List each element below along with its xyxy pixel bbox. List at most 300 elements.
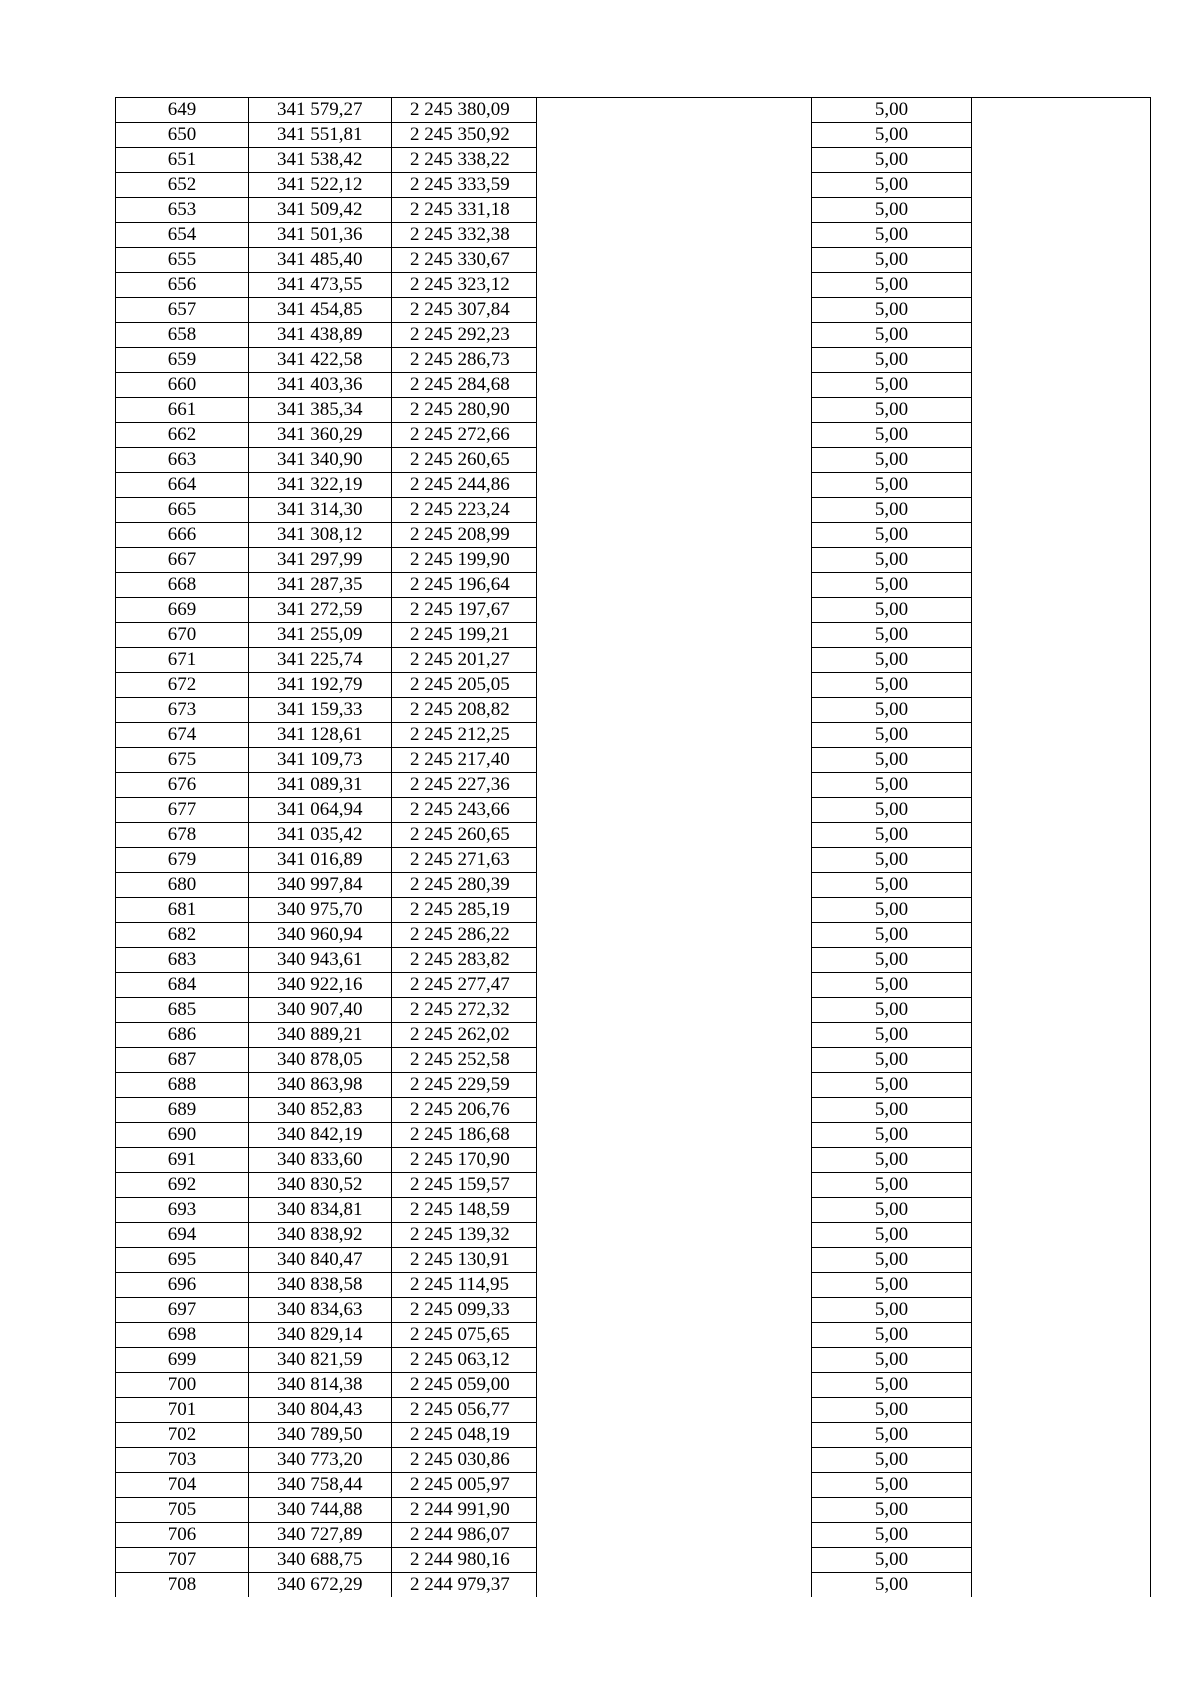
table-row [116, 1573, 1151, 1598]
table-row [116, 1198, 1151, 1223]
point-number-cell: 697 [116, 1298, 249, 1323]
empty-cell [972, 1273, 1151, 1298]
distance-cell: 5,00 [812, 398, 972, 423]
x-coordinate-cell: 341 322,19 [249, 473, 392, 498]
empty-cell [972, 1073, 1151, 1098]
table-row [116, 948, 1151, 973]
empty-cell [537, 1448, 812, 1473]
empty-cell [537, 273, 812, 298]
table-row [116, 423, 1151, 448]
y-coordinate-cell: 2 245 338,22 [392, 148, 537, 173]
distance-cell: 5,00 [812, 298, 972, 323]
empty-cell [537, 848, 812, 873]
empty-cell [537, 1198, 812, 1223]
empty-cell [537, 1373, 812, 1398]
distance-cell: 5,00 [812, 1148, 972, 1173]
empty-cell [972, 148, 1151, 173]
table-row [116, 1073, 1151, 1098]
point-number-cell: 649 [116, 98, 249, 123]
x-coordinate-cell: 340 842,19 [249, 1123, 392, 1148]
empty-cell [537, 1473, 812, 1498]
table-row [116, 1473, 1151, 1498]
distance-cell: 5,00 [812, 1198, 972, 1223]
empty-cell [972, 623, 1151, 648]
y-coordinate-cell: 2 245 005,97 [392, 1473, 537, 1498]
empty-cell [972, 1198, 1151, 1223]
point-number-cell: 671 [116, 648, 249, 673]
y-coordinate-cell: 2 245 332,38 [392, 223, 537, 248]
coordinates-table [115, 97, 1151, 1597]
empty-cell [972, 273, 1151, 298]
empty-cell [537, 573, 812, 598]
y-coordinate-cell: 2 245 199,90 [392, 548, 537, 573]
y-coordinate-cell: 2 245 205,05 [392, 673, 537, 698]
x-coordinate-cell: 341 403,36 [249, 373, 392, 398]
x-coordinate-cell: 340 840,47 [249, 1248, 392, 1273]
table-row [116, 873, 1151, 898]
table-row [116, 798, 1151, 823]
x-coordinate-cell: 341 192,79 [249, 673, 392, 698]
x-coordinate-cell: 341 385,34 [249, 398, 392, 423]
empty-cell [972, 523, 1151, 548]
y-coordinate-cell: 2 245 331,18 [392, 198, 537, 223]
distance-cell: 5,00 [812, 1473, 972, 1498]
point-number-cell: 652 [116, 173, 249, 198]
x-coordinate-cell: 340 829,14 [249, 1323, 392, 1348]
table-row [116, 1373, 1151, 1398]
distance-cell: 5,00 [812, 573, 972, 598]
table-row [116, 923, 1151, 948]
point-number-cell: 683 [116, 948, 249, 973]
distance-cell: 5,00 [812, 623, 972, 648]
x-coordinate-cell: 341 255,09 [249, 623, 392, 648]
empty-cell [972, 198, 1151, 223]
point-number-cell: 678 [116, 823, 249, 848]
y-coordinate-cell: 2 245 333,59 [392, 173, 537, 198]
point-number-cell: 700 [116, 1373, 249, 1398]
x-coordinate-cell: 341 064,94 [249, 798, 392, 823]
point-number-cell: 687 [116, 1048, 249, 1073]
distance-cell: 5,00 [812, 1123, 972, 1148]
empty-cell [972, 1298, 1151, 1323]
distance-cell: 5,00 [812, 1048, 972, 1073]
empty-cell [537, 673, 812, 698]
y-coordinate-cell: 2 245 285,19 [392, 898, 537, 923]
x-coordinate-cell: 340 789,50 [249, 1423, 392, 1448]
point-number-cell: 696 [116, 1273, 249, 1298]
y-coordinate-cell: 2 245 056,77 [392, 1398, 537, 1423]
distance-cell: 5,00 [812, 723, 972, 748]
table-row [116, 473, 1151, 498]
table-row [116, 1148, 1151, 1173]
distance-cell: 5,00 [812, 848, 972, 873]
y-coordinate-cell: 2 245 272,32 [392, 998, 537, 1023]
empty-cell [972, 1173, 1151, 1198]
y-coordinate-cell: 2 245 260,65 [392, 823, 537, 848]
y-coordinate-cell: 2 245 130,91 [392, 1248, 537, 1273]
distance-cell: 5,00 [812, 273, 972, 298]
point-number-cell: 674 [116, 723, 249, 748]
empty-cell [537, 98, 812, 123]
table-row [116, 148, 1151, 173]
empty-cell [972, 1573, 1151, 1598]
point-number-cell: 665 [116, 498, 249, 523]
empty-cell [972, 498, 1151, 523]
distance-cell: 5,00 [812, 1223, 972, 1248]
x-coordinate-cell: 340 833,60 [249, 1148, 392, 1173]
x-coordinate-cell: 340 758,44 [249, 1473, 392, 1498]
distance-cell: 5,00 [812, 648, 972, 673]
empty-cell [972, 373, 1151, 398]
y-coordinate-cell: 2 245 139,32 [392, 1223, 537, 1248]
distance-cell: 5,00 [812, 673, 972, 698]
empty-cell [537, 1273, 812, 1298]
y-coordinate-cell: 2 245 277,47 [392, 973, 537, 998]
table-row [116, 298, 1151, 323]
y-coordinate-cell: 2 245 227,36 [392, 773, 537, 798]
y-coordinate-cell: 2 245 262,02 [392, 1023, 537, 1048]
distance-cell: 5,00 [812, 1548, 972, 1573]
point-number-cell: 658 [116, 323, 249, 348]
distance-cell: 5,00 [812, 798, 972, 823]
empty-cell [537, 323, 812, 348]
y-coordinate-cell: 2 245 196,64 [392, 573, 537, 598]
table-row [116, 1248, 1151, 1273]
x-coordinate-cell: 341 035,42 [249, 823, 392, 848]
point-number-cell: 679 [116, 848, 249, 873]
table-row [116, 1348, 1151, 1373]
empty-cell [972, 898, 1151, 923]
x-coordinate-cell: 340 830,52 [249, 1173, 392, 1198]
point-number-cell: 677 [116, 798, 249, 823]
distance-cell: 5,00 [812, 423, 972, 448]
distance-cell: 5,00 [812, 823, 972, 848]
y-coordinate-cell: 2 245 229,59 [392, 1073, 537, 1098]
empty-cell [972, 873, 1151, 898]
x-coordinate-cell: 340 688,75 [249, 1548, 392, 1573]
empty-cell [972, 1148, 1151, 1173]
distance-cell: 5,00 [812, 373, 972, 398]
empty-cell [537, 223, 812, 248]
table-row [116, 723, 1151, 748]
y-coordinate-cell: 2 245 260,65 [392, 448, 537, 473]
empty-cell [537, 1398, 812, 1423]
y-coordinate-cell: 2 245 292,23 [392, 323, 537, 348]
empty-cell [972, 1548, 1151, 1573]
empty-cell [972, 123, 1151, 148]
table-row [116, 248, 1151, 273]
empty-cell [972, 1498, 1151, 1523]
point-number-cell: 688 [116, 1073, 249, 1098]
x-coordinate-cell: 341 225,74 [249, 648, 392, 673]
x-coordinate-cell: 340 975,70 [249, 898, 392, 923]
empty-cell [537, 298, 812, 323]
empty-cell [972, 698, 1151, 723]
y-coordinate-cell: 2 245 206,76 [392, 1098, 537, 1123]
point-number-cell: 689 [116, 1098, 249, 1123]
distance-cell: 5,00 [812, 198, 972, 223]
point-number-cell: 653 [116, 198, 249, 223]
x-coordinate-cell: 341 109,73 [249, 748, 392, 773]
x-coordinate-cell: 341 538,42 [249, 148, 392, 173]
empty-cell [537, 898, 812, 923]
empty-cell [537, 348, 812, 373]
x-coordinate-cell: 340 744,88 [249, 1498, 392, 1523]
empty-cell [537, 873, 812, 898]
empty-cell [972, 1398, 1151, 1423]
empty-cell [537, 1298, 812, 1323]
point-number-cell: 656 [116, 273, 249, 298]
empty-cell [972, 398, 1151, 423]
empty-cell [537, 998, 812, 1023]
point-number-cell: 695 [116, 1248, 249, 1273]
distance-cell: 5,00 [812, 1373, 972, 1398]
empty-cell [537, 1498, 812, 1523]
x-coordinate-cell: 340 727,89 [249, 1523, 392, 1548]
empty-cell [537, 1173, 812, 1198]
x-coordinate-cell: 340 907,40 [249, 998, 392, 1023]
point-number-cell: 669 [116, 598, 249, 623]
empty-cell [537, 198, 812, 223]
table-row [116, 1273, 1151, 1298]
x-coordinate-cell: 340 878,05 [249, 1048, 392, 1073]
distance-cell: 5,00 [812, 348, 972, 373]
empty-cell [972, 1373, 1151, 1398]
point-number-cell: 654 [116, 223, 249, 248]
point-number-cell: 672 [116, 673, 249, 698]
x-coordinate-cell: 341 509,42 [249, 198, 392, 223]
empty-cell [972, 1048, 1151, 1073]
y-coordinate-cell: 2 245 307,84 [392, 298, 537, 323]
empty-cell [537, 798, 812, 823]
empty-cell [537, 148, 812, 173]
y-coordinate-cell: 2 245 208,82 [392, 698, 537, 723]
empty-cell [972, 1423, 1151, 1448]
empty-cell [972, 1023, 1151, 1048]
empty-cell [537, 1098, 812, 1123]
empty-cell [972, 173, 1151, 198]
y-coordinate-cell: 2 245 271,63 [392, 848, 537, 873]
table-row [116, 848, 1151, 873]
x-coordinate-cell: 340 922,16 [249, 973, 392, 998]
y-coordinate-cell: 2 245 243,66 [392, 798, 537, 823]
x-coordinate-cell: 340 672,29 [249, 1573, 392, 1598]
x-coordinate-cell: 340 852,83 [249, 1098, 392, 1123]
point-number-cell: 657 [116, 298, 249, 323]
y-coordinate-cell: 2 245 217,40 [392, 748, 537, 773]
table-row [116, 223, 1151, 248]
table-row [116, 773, 1151, 798]
empty-cell [537, 1348, 812, 1373]
point-number-cell: 685 [116, 998, 249, 1023]
table-row [116, 98, 1151, 123]
table-row [116, 1098, 1151, 1123]
empty-cell [537, 523, 812, 548]
table-row [116, 448, 1151, 473]
table-row [116, 273, 1151, 298]
empty-cell [972, 248, 1151, 273]
point-number-cell: 690 [116, 1123, 249, 1148]
y-coordinate-cell: 2 245 186,68 [392, 1123, 537, 1148]
y-coordinate-cell: 2 245 059,00 [392, 1373, 537, 1398]
y-coordinate-cell: 2 245 201,27 [392, 648, 537, 673]
distance-cell: 5,00 [812, 173, 972, 198]
table-row [116, 1048, 1151, 1073]
x-coordinate-cell: 340 821,59 [249, 1348, 392, 1373]
empty-cell [972, 823, 1151, 848]
empty-cell [537, 1573, 812, 1598]
distance-cell: 5,00 [812, 698, 972, 723]
distance-cell: 5,00 [812, 948, 972, 973]
empty-cell [972, 1323, 1151, 1348]
distance-cell: 5,00 [812, 1298, 972, 1323]
empty-cell [972, 1348, 1151, 1373]
empty-cell [972, 998, 1151, 1023]
empty-cell [972, 648, 1151, 673]
point-number-cell: 701 [116, 1398, 249, 1423]
empty-cell [972, 598, 1151, 623]
distance-cell: 5,00 [812, 323, 972, 348]
y-coordinate-cell: 2 245 148,59 [392, 1198, 537, 1223]
y-coordinate-cell: 2 245 350,92 [392, 123, 537, 148]
y-coordinate-cell: 2 245 075,65 [392, 1323, 537, 1348]
point-number-cell: 694 [116, 1223, 249, 1248]
y-coordinate-cell: 2 245 330,67 [392, 248, 537, 273]
y-coordinate-cell: 2 245 323,12 [392, 273, 537, 298]
x-coordinate-cell: 341 485,40 [249, 248, 392, 273]
empty-cell [972, 1098, 1151, 1123]
table-row [116, 1023, 1151, 1048]
y-coordinate-cell: 2 244 980,16 [392, 1548, 537, 1573]
empty-cell [972, 473, 1151, 498]
empty-cell [972, 348, 1151, 373]
x-coordinate-cell: 341 551,81 [249, 123, 392, 148]
empty-cell [972, 973, 1151, 998]
distance-cell: 5,00 [812, 223, 972, 248]
table-row [116, 698, 1151, 723]
empty-cell [537, 373, 812, 398]
x-coordinate-cell: 340 834,81 [249, 1198, 392, 1223]
distance-cell: 5,00 [812, 1398, 972, 1423]
empty-cell [972, 573, 1151, 598]
empty-cell [537, 1423, 812, 1448]
table-row [116, 1323, 1151, 1348]
table-row [116, 1298, 1151, 1323]
x-coordinate-cell: 341 340,90 [249, 448, 392, 473]
empty-cell [537, 623, 812, 648]
distance-cell: 5,00 [812, 1523, 972, 1548]
empty-cell [537, 748, 812, 773]
table-row [116, 573, 1151, 598]
empty-cell [537, 473, 812, 498]
empty-cell [972, 323, 1151, 348]
point-number-cell: 707 [116, 1548, 249, 1573]
empty-cell [972, 1223, 1151, 1248]
y-coordinate-cell: 2 245 208,99 [392, 523, 537, 548]
point-number-cell: 680 [116, 873, 249, 898]
empty-cell [537, 1048, 812, 1073]
distance-cell: 5,00 [812, 1323, 972, 1348]
point-number-cell: 699 [116, 1348, 249, 1373]
distance-cell: 5,00 [812, 448, 972, 473]
point-number-cell: 661 [116, 398, 249, 423]
x-coordinate-cell: 340 814,38 [249, 1373, 392, 1398]
empty-cell [972, 1473, 1151, 1498]
distance-cell: 5,00 [812, 1173, 972, 1198]
table-row [116, 398, 1151, 423]
empty-cell [537, 448, 812, 473]
distance-cell: 5,00 [812, 148, 972, 173]
distance-cell: 5,00 [812, 998, 972, 1023]
empty-cell [972, 548, 1151, 573]
table-row [116, 898, 1151, 923]
empty-cell [537, 1023, 812, 1048]
point-number-cell: 703 [116, 1448, 249, 1473]
empty-cell [537, 498, 812, 523]
x-coordinate-cell: 341 128,61 [249, 723, 392, 748]
empty-cell [537, 1323, 812, 1348]
empty-cell [537, 1123, 812, 1148]
distance-cell: 5,00 [812, 748, 972, 773]
empty-cell [972, 1523, 1151, 1548]
table-row [116, 1523, 1151, 1548]
x-coordinate-cell: 340 889,21 [249, 1023, 392, 1048]
y-coordinate-cell: 2 245 063,12 [392, 1348, 537, 1373]
x-coordinate-cell: 341 422,58 [249, 348, 392, 373]
point-number-cell: 651 [116, 148, 249, 173]
y-coordinate-cell: 2 245 280,90 [392, 398, 537, 423]
table-row [116, 823, 1151, 848]
empty-cell [537, 248, 812, 273]
point-number-cell: 673 [116, 698, 249, 723]
point-number-cell: 659 [116, 348, 249, 373]
table-row [116, 748, 1151, 773]
x-coordinate-cell: 341 522,12 [249, 173, 392, 198]
point-number-cell: 706 [116, 1523, 249, 1548]
table-row [116, 648, 1151, 673]
empty-cell [972, 1248, 1151, 1273]
table-row [116, 548, 1151, 573]
x-coordinate-cell: 341 308,12 [249, 523, 392, 548]
distance-cell: 5,00 [812, 1273, 972, 1298]
y-coordinate-cell: 2 244 979,37 [392, 1573, 537, 1598]
table-row [116, 123, 1151, 148]
empty-cell [972, 423, 1151, 448]
table-row [116, 523, 1151, 548]
x-coordinate-cell: 340 773,20 [249, 1448, 392, 1473]
empty-cell [972, 773, 1151, 798]
x-coordinate-cell: 340 838,92 [249, 1223, 392, 1248]
empty-cell [537, 923, 812, 948]
empty-cell [537, 948, 812, 973]
empty-cell [537, 1248, 812, 1273]
table-row [116, 1123, 1151, 1148]
empty-cell [537, 1523, 812, 1548]
table-row [116, 323, 1151, 348]
empty-cell [537, 423, 812, 448]
empty-cell [537, 723, 812, 748]
distance-cell: 5,00 [812, 773, 972, 798]
distance-cell: 5,00 [812, 1073, 972, 1098]
point-number-cell: 682 [116, 923, 249, 948]
table-row [116, 173, 1151, 198]
distance-cell: 5,00 [812, 248, 972, 273]
table-row [116, 673, 1151, 698]
empty-cell [972, 848, 1151, 873]
distance-cell: 5,00 [812, 1348, 972, 1373]
point-number-cell: 667 [116, 548, 249, 573]
x-coordinate-cell: 340 997,84 [249, 873, 392, 898]
